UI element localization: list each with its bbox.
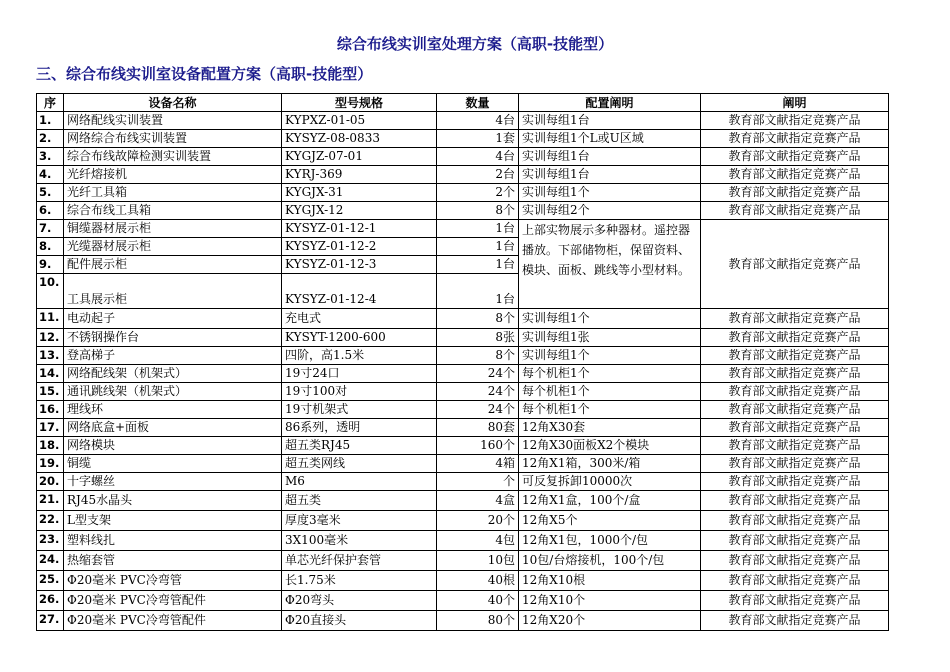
model-spec: KYSYT-1200-600 <box>282 329 437 347</box>
config-note: 12角X1包，1000个/包 <box>519 531 701 551</box>
quantity: 4台 <box>437 112 519 130</box>
config-note: 每个机柜1个 <box>519 365 701 383</box>
remark: 教育部文献指定竞赛产品 <box>701 511 889 531</box>
remark: 教育部文献指定竞赛产品 <box>701 419 889 437</box>
config-note: 实训每组1张 <box>519 329 701 347</box>
config-note: 实训每组1台 <box>519 148 701 166</box>
equipment-name: L型支架 <box>64 511 282 531</box>
model-spec: 厚度3毫米 <box>282 511 437 531</box>
config-note: 实训每组1个 <box>519 347 701 365</box>
equipment-name: 网络综合布线实训装置 <box>64 130 282 148</box>
header-spec: 型号规格 <box>282 94 437 112</box>
remark: 教育部文献指定竞赛产品 <box>701 365 889 383</box>
model-spec: 19寸机架式 <box>282 401 437 419</box>
model-spec: KYSYZ-08-0833 <box>282 130 437 148</box>
row-number: 3. <box>37 148 64 166</box>
config-note: 每个机柜1个 <box>519 401 701 419</box>
model-spec: 长1.75米 <box>282 571 437 591</box>
quantity: 4台 <box>437 148 519 166</box>
equipment-name: 光纤工具箱 <box>64 184 282 202</box>
remark: 教育部文献指定竞赛产品 <box>701 455 889 473</box>
row-number: 8. <box>37 238 64 256</box>
equipment-name: 热缩套管 <box>64 551 282 571</box>
remark: 教育部文献指定竞赛产品 <box>701 571 889 591</box>
row-number: 18. <box>37 437 64 455</box>
remark: 教育部文献指定竞赛产品 <box>701 309 889 329</box>
quantity: 24个 <box>437 383 519 401</box>
quantity: 20个 <box>437 511 519 531</box>
config-note: 12角X1箱，300米/箱 <box>519 455 701 473</box>
quantity: 1台 <box>437 274 519 309</box>
row-number: 27. <box>37 611 64 631</box>
remark: 教育部文献指定竞赛产品 <box>701 148 889 166</box>
quantity: 160个 <box>437 437 519 455</box>
table-row <box>37 347 889 365</box>
remark: 教育部文献指定竞赛产品 <box>701 611 889 631</box>
model-spec: 超五类 <box>282 491 437 511</box>
remark: 教育部文献指定竞赛产品 <box>701 329 889 347</box>
equipment-name: 塑料线扎 <box>64 531 282 551</box>
merged-remark: 教育部文献指定竞赛产品 <box>701 220 889 309</box>
row-number: 4. <box>37 166 64 184</box>
table-row <box>37 130 889 148</box>
table-row <box>37 571 889 591</box>
config-note: 12角X10根 <box>519 571 701 591</box>
quantity: 24个 <box>437 365 519 383</box>
quantity: 4盒 <box>437 491 519 511</box>
row-number: 12. <box>37 329 64 347</box>
equipment-name: Φ20毫米 PVC冷弯管 <box>64 571 282 591</box>
config-note: 实训每组2个 <box>519 202 701 220</box>
row-number: 19. <box>37 455 64 473</box>
equipment-name: 不锈钢操作台 <box>64 329 282 347</box>
remark: 教育部文献指定竞赛产品 <box>701 166 889 184</box>
quantity: 1台 <box>437 238 519 256</box>
quantity: 80套 <box>437 419 519 437</box>
row-number: 10. <box>37 274 64 309</box>
remark: 教育部文献指定竞赛产品 <box>701 531 889 551</box>
table-row <box>37 329 889 347</box>
section-heading: 三、综合布线实训室设备配置方案（高职-技能型） <box>36 65 373 83</box>
document-title: 综合布线实训室处理方案（高职-技能型） <box>336 35 614 53</box>
model-spec: 单芯光纤保护套管 <box>282 551 437 571</box>
config-note: 实训每组1台 <box>519 166 701 184</box>
row-number: 24. <box>37 551 64 571</box>
table-row <box>37 220 889 238</box>
equipment-name: 配件展示柜 <box>64 256 282 274</box>
equipment-name: RJ45水晶头 <box>64 491 282 511</box>
table-row <box>37 383 889 401</box>
model-spec: 超五类RJ45 <box>282 437 437 455</box>
row-number: 1. <box>37 112 64 130</box>
table-body <box>37 112 889 631</box>
equipment-name: 铜缆 <box>64 455 282 473</box>
row-number: 20. <box>37 473 64 491</box>
quantity: 1台 <box>437 256 519 274</box>
table-row <box>37 365 889 383</box>
quantity: 1套 <box>437 130 519 148</box>
config-note: 12角X20个 <box>519 611 701 631</box>
model-spec: Φ20直接头 <box>282 611 437 631</box>
row-number: 11. <box>37 309 64 329</box>
row-number: 9. <box>37 256 64 274</box>
table-row <box>37 148 889 166</box>
equipment-name: Φ20毫米 PVC冷弯管配件 <box>64 591 282 611</box>
row-number: 22. <box>37 511 64 531</box>
remark: 教育部文献指定竞赛产品 <box>701 184 889 202</box>
equipment-name: 网络配线架（机架式） <box>64 365 282 383</box>
table-row <box>37 455 889 473</box>
row-number: 25. <box>37 571 64 591</box>
table-row <box>37 112 889 130</box>
row-number: 26. <box>37 591 64 611</box>
model-spec: KYRJ-369 <box>282 166 437 184</box>
table-row <box>37 611 889 631</box>
remark: 教育部文献指定竞赛产品 <box>701 437 889 455</box>
equipment-name: 光纤熔接机 <box>64 166 282 184</box>
quantity: 8张 <box>437 329 519 347</box>
equipment-name: 登高梯子 <box>64 347 282 365</box>
model-spec: M6 <box>282 473 437 491</box>
table-row <box>37 419 889 437</box>
model-spec: 充电式 <box>282 309 437 329</box>
config-note: 12角X1盒，100个/盒 <box>519 491 701 511</box>
model-spec: 19寸100对 <box>282 383 437 401</box>
model-spec: KYPXZ-01-05 <box>282 112 437 130</box>
equipment-name: 工具展示柜 <box>64 274 282 309</box>
model-spec: KYGJX-12 <box>282 202 437 220</box>
config-note: 实训每组1台 <box>519 112 701 130</box>
header-config: 配置阐明 <box>519 94 701 112</box>
table-row <box>37 473 889 491</box>
remark: 教育部文献指定竞赛产品 <box>701 202 889 220</box>
row-number: 2. <box>37 130 64 148</box>
quantity: 1台 <box>437 220 519 238</box>
equipment-name: 铜缆器材展示柜 <box>64 220 282 238</box>
config-note: 实训每组1个 <box>519 309 701 329</box>
quantity: 8个 <box>437 202 519 220</box>
remark: 教育部文献指定竞赛产品 <box>701 473 889 491</box>
table-row <box>37 401 889 419</box>
equipment-name: 网络配线实训装置 <box>64 112 282 130</box>
table-row <box>37 551 889 571</box>
remark: 教育部文献指定竞赛产品 <box>701 383 889 401</box>
row-number: 17. <box>37 419 64 437</box>
table-row <box>37 202 889 220</box>
table-row <box>37 531 889 551</box>
equipment-name: Φ20毫米 PVC冷弯管配件 <box>64 611 282 631</box>
model-spec: KYGJZ-07-01 <box>282 148 437 166</box>
equipment-name: 综合布线故障检测实训装置 <box>64 148 282 166</box>
config-note: 12角X30面板X2个模块 <box>519 437 701 455</box>
model-spec: 超五类网线 <box>282 455 437 473</box>
config-note: 12角X30套 <box>519 419 701 437</box>
quantity: 40个 <box>437 591 519 611</box>
quantity: 24个 <box>437 401 519 419</box>
config-note: 实训每组1个L或U区域 <box>519 130 701 148</box>
quantity: 40根 <box>437 571 519 591</box>
remark: 教育部文献指定竞赛产品 <box>701 130 889 148</box>
table-row <box>37 511 889 531</box>
quantity: 2台 <box>437 166 519 184</box>
quantity: 4包 <box>437 531 519 551</box>
equipment-name: 光缆器材展示柜 <box>64 238 282 256</box>
model-spec: Φ20弯头 <box>282 591 437 611</box>
row-number: 7. <box>37 220 64 238</box>
row-number: 21. <box>37 491 64 511</box>
model-spec: 86系列，透明 <box>282 419 437 437</box>
remark: 教育部文献指定竞赛产品 <box>701 401 889 419</box>
config-note: 10包/台熔接机，100个/包 <box>519 551 701 571</box>
header-name: 设备名称 <box>64 94 282 112</box>
table-row <box>37 309 889 329</box>
model-spec: KYSYZ-01-12-1 <box>282 220 437 238</box>
config-note: 实训每组1个 <box>519 184 701 202</box>
table-row <box>37 437 889 455</box>
header-remark: 阐明 <box>701 94 889 112</box>
remark: 教育部文献指定竞赛产品 <box>701 112 889 130</box>
model-spec: KYGJX-31 <box>282 184 437 202</box>
quantity: 8个 <box>437 347 519 365</box>
header-qty: 数量 <box>437 94 519 112</box>
model-spec: KYSYZ-01-12-2 <box>282 238 437 256</box>
table-header-row <box>37 94 889 112</box>
row-number: 13. <box>37 347 64 365</box>
row-number: 15. <box>37 383 64 401</box>
table-row <box>37 591 889 611</box>
quantity: 2个 <box>437 184 519 202</box>
header-index: 序 <box>37 94 64 112</box>
equipment-name: 通讯跳线架（机架式） <box>64 383 282 401</box>
quantity: 个 <box>437 473 519 491</box>
model-spec: KYSYZ-01-12-3 <box>282 256 437 274</box>
row-number: 23. <box>37 531 64 551</box>
row-number: 6. <box>37 202 64 220</box>
quantity: 4箱 <box>437 455 519 473</box>
quantity: 80个 <box>437 611 519 631</box>
equipment-name: 十字螺丝 <box>64 473 282 491</box>
row-number: 14. <box>37 365 64 383</box>
equipment-table <box>36 93 889 631</box>
equipment-name: 综合布线工具箱 <box>64 202 282 220</box>
table-row <box>37 491 889 511</box>
row-number: 16. <box>37 401 64 419</box>
config-note: 每个机柜1个 <box>519 383 701 401</box>
equipment-name: 电动起子 <box>64 309 282 329</box>
remark: 教育部文献指定竞赛产品 <box>701 551 889 571</box>
equipment-name: 理线环 <box>64 401 282 419</box>
config-note: 12角X5个 <box>519 511 701 531</box>
quantity: 8个 <box>437 309 519 329</box>
table-row <box>37 184 889 202</box>
model-spec: KYSYZ-01-12-4 <box>282 274 437 309</box>
equipment-name: 网络底盒+面板 <box>64 419 282 437</box>
equipment-name: 网络模块 <box>64 437 282 455</box>
model-spec: 19寸24口 <box>282 365 437 383</box>
remark: 教育部文献指定竞赛产品 <box>701 591 889 611</box>
model-spec: 四阶，高1.5米 <box>282 347 437 365</box>
config-note: 12角X10个 <box>519 591 701 611</box>
merged-config-description: 上部实物展示多种器材。遥控器播放。下部储物柜，保留资料、模块、面板、跳线等小型材料。 <box>519 220 701 309</box>
remark: 教育部文献指定竞赛产品 <box>701 491 889 511</box>
remark: 教育部文献指定竞赛产品 <box>701 347 889 365</box>
config-note: 可反复拆卸10000次 <box>519 473 701 491</box>
quantity: 10包 <box>437 551 519 571</box>
model-spec: 3X100毫米 <box>282 531 437 551</box>
table-row <box>37 166 889 184</box>
row-number: 5. <box>37 184 64 202</box>
